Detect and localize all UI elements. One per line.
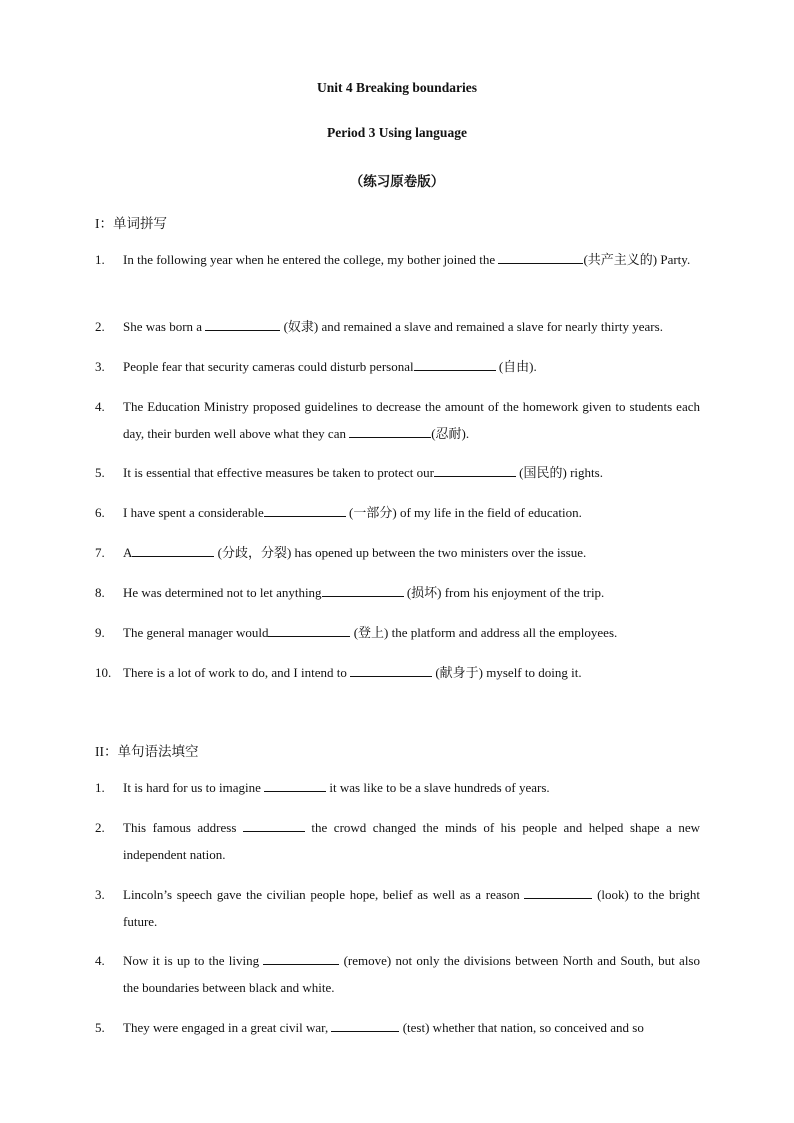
question-text-after: (登上) the platform and address all the employees.	[350, 625, 618, 640]
question-text-before: It is essential that effective measures be taken to protect our	[123, 465, 434, 480]
question-text	[123, 619, 700, 646]
question-text-after: (test) whether that nation, so conceived and so	[399, 1020, 644, 1035]
question-number: 1.	[95, 780, 105, 795]
question-text	[123, 814, 700, 868]
question-text	[123, 539, 700, 566]
question-text-after: (忍耐).	[431, 426, 470, 441]
question-text	[123, 499, 700, 526]
question-item	[95, 393, 700, 447]
question-text-after: (自由).	[495, 359, 537, 374]
question-number: 4.	[95, 953, 105, 968]
question-item	[95, 353, 700, 380]
answer-blank[interactable]	[264, 777, 326, 792]
question-item	[95, 947, 700, 1001]
answer-blank[interactable]	[414, 356, 496, 371]
question-item	[95, 539, 700, 566]
answer-blank[interactable]	[350, 662, 432, 677]
question-text-before: Lincoln’s speech gave the civilian people hope, belief as well as a reason	[123, 887, 525, 902]
question-number: 10.	[95, 665, 112, 680]
answer-blank[interactable]	[331, 1017, 399, 1032]
answer-blank[interactable]	[132, 542, 214, 557]
question-text-before: He was determined not to let anything	[123, 585, 322, 600]
question-number: 9.	[95, 625, 105, 640]
question-number: 2.	[95, 820, 105, 835]
question-text-after: (损坏) from his enjoyment of the trip.	[403, 585, 605, 600]
question-item	[95, 774, 700, 801]
question-text	[123, 459, 700, 486]
question-text-before: I have spent a considerable	[123, 505, 264, 520]
question-text	[123, 774, 700, 801]
answer-blank[interactable]	[205, 316, 280, 331]
question-item	[95, 499, 700, 526]
question-text-after: (remove) not only the divisions between North and South, but also the boundaries between black and white.	[123, 953, 700, 995]
question-text-before: In the following year when he entered the college, my bother joined the	[123, 252, 499, 267]
answer-blank[interactable]	[498, 249, 583, 264]
question-text	[123, 881, 700, 935]
question-text-after: (国民的) rights.	[515, 465, 603, 480]
question-text	[123, 353, 700, 380]
question-number: 6.	[95, 505, 105, 520]
question-item	[95, 459, 700, 486]
question-text-before: She was born a	[123, 319, 206, 334]
section-heading-spelling: I：单词拼写	[95, 216, 167, 231]
question-text-before: This famous address	[123, 820, 243, 835]
question-item	[95, 1014, 700, 1041]
answer-blank[interactable]	[243, 817, 305, 832]
question-text	[123, 313, 700, 340]
question-text-after: (共产主义的) Party.	[583, 252, 691, 267]
question-text-after: (献身于) myself to doing it.	[432, 665, 582, 680]
question-number: 5.	[95, 1020, 105, 1035]
question-number: 7.	[95, 545, 105, 560]
answer-blank[interactable]	[263, 950, 339, 965]
question-text-before: The general manager would	[123, 625, 269, 640]
question-text-before: They were engaged in a great civil war,	[123, 1020, 332, 1035]
unit-title: Unit 4 Breaking boundaries	[317, 80, 477, 95]
question-text	[123, 659, 700, 686]
question-text	[123, 947, 700, 1001]
question-text-after: (一部分) of my life in the field of education.	[345, 505, 582, 520]
question-number: 2.	[95, 319, 105, 334]
question-item	[95, 246, 700, 273]
answer-blank[interactable]	[434, 462, 516, 477]
question-number: 3.	[95, 359, 105, 374]
question-item	[95, 619, 700, 646]
question-number: 8.	[95, 585, 105, 600]
page-subtitle: （练习原卷版）	[349, 174, 445, 189]
question-text-after: (奴隶) and remained a slave and remained a slave for nearly thirty years.	[280, 319, 663, 334]
answer-blank[interactable]	[322, 582, 404, 597]
question-text-before: The Education Ministry proposed guidelines to decrease the amount of the homework given to students each day, their burden well above what they can	[123, 399, 700, 441]
question-text-before: People fear that security cameras could disturb personal	[123, 359, 414, 374]
section-heading-grammar: II：单句语法填空	[95, 744, 199, 759]
question-text-after: (分歧，分裂) has opened up between the two ministers over the issue.	[214, 545, 587, 560]
question-item	[95, 881, 700, 935]
question-text-after: the crowd changed the minds of his people and helped shape a new independent nation.	[123, 820, 700, 862]
question-text-before: It is hard for us to imagine	[123, 780, 265, 795]
question-text-after: (look) to the bright future.	[123, 887, 700, 929]
answer-blank[interactable]	[524, 884, 592, 899]
question-number: 3.	[95, 887, 105, 902]
question-number: 1.	[95, 252, 105, 267]
answer-blank[interactable]	[349, 423, 431, 438]
question-text	[123, 246, 700, 273]
question-item	[95, 659, 700, 686]
question-item	[95, 313, 700, 340]
question-number: 5.	[95, 465, 105, 480]
period-title: Period 3 Using language	[327, 125, 467, 140]
answer-blank[interactable]	[268, 622, 350, 637]
question-text-after: it was like to be a slave hundreds of years.	[326, 780, 550, 795]
answer-blank[interactable]	[264, 502, 346, 517]
question-text	[123, 393, 700, 447]
question-text	[123, 579, 700, 606]
question-number: 4.	[95, 399, 105, 414]
question-text	[123, 1014, 700, 1041]
question-item	[95, 814, 700, 868]
question-text-before: A	[123, 545, 133, 560]
question-text-before: There is a lot of work to do, and I intend to	[123, 665, 351, 680]
question-text-before: Now it is up to the living	[123, 953, 264, 968]
question-item	[95, 579, 700, 606]
